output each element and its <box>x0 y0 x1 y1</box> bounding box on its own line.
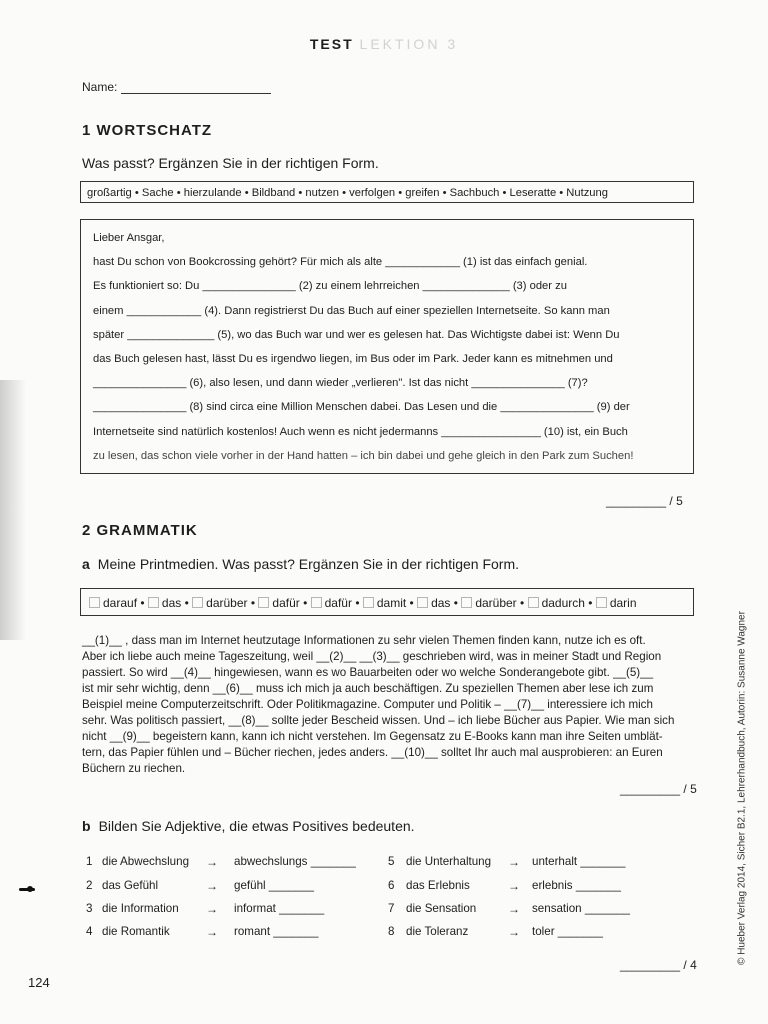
text-line: sehr. Was politisch passiert, __(8)__ sollte jeder Bescheid wissen. Und – ich liebe Bücher aus Papier. Wie man sich <box>82 714 675 727</box>
letter-line: zu lesen, das schon viele vorher in der Hand hatten – ich bin dabei und gehe gleich in den Park zum Suchen! <box>93 449 634 462</box>
wordbox-item: dadurch <box>541 596 585 610</box>
header-test: TEST <box>309 36 354 52</box>
item-stem: toler _______ <box>532 925 603 938</box>
page-number: 124 <box>28 975 50 990</box>
wordbox-item: das <box>161 596 182 610</box>
adjective-row <box>86 902 646 922</box>
item-number: 4 <box>86 925 93 938</box>
arrow-right-icon: → <box>206 925 218 939</box>
section2a-instruction: Meine Printmedien. Was passt? Ergänzen Sie in der richtigen Form. <box>97 556 520 572</box>
letter-line: das Buch gelesen hast, lässt Du es irgendwo liegen, im Bus oder im Park. Jeder kann es mitnehmen und <box>93 353 613 366</box>
item-number: 7 <box>388 902 395 915</box>
text-line: nicht __(9)__ begeistern kann, kann ich nicht verstehen. Im Gegensatz zu E-Books kann man ihre Seiten umblät- <box>82 730 663 743</box>
adjective-row <box>86 925 646 945</box>
copyright-sidebar <box>735 611 749 965</box>
header-lektion: LEKTION 3 <box>359 36 459 52</box>
letter-line: später ______________ (5), wo das Buch war und wer es gelesen hat. Das Wichtigste dabei ist: Wenn Du <box>93 328 620 341</box>
section1-score: _________ / 5 <box>606 494 683 508</box>
item-stem: sensation _______ <box>532 902 630 915</box>
item-noun: die Abwechslung <box>102 855 190 868</box>
item-noun: die Toleranz <box>406 925 469 938</box>
wordbox-item: damit <box>376 596 407 610</box>
item-noun: das Gefühl <box>102 879 159 892</box>
item-stem: gefühl _______ <box>234 879 314 892</box>
text-line: Aber ich liebe auch meine Tageszeitung, weil __(2)__ __(3)__ geschrieben wird, was in meiner Stadt und Region <box>82 650 662 663</box>
item-stem: unterhalt _______ <box>532 855 626 868</box>
item-number: 2 <box>86 879 93 892</box>
section2b-instruction: Bilden Sie Adjektive, die etwas Positives bedeuten. <box>98 818 415 834</box>
arrow-right-icon: → <box>508 902 520 916</box>
letter-line: _______________ (6), also lesen, und dann wieder „verlieren". Ist das nicht _______________ (7)? <box>93 377 588 390</box>
wordbox-item: darüber <box>206 596 248 610</box>
section2a-label: a <box>82 556 90 572</box>
text-line: passiert. So wird __(4)__ hingewiesen, wann es wo Bauarbeiten oder wo welche Sonderangebote gibt. __(5)__ <box>82 666 654 679</box>
section2a-wordbox: darauf • das • darüber • dafür • dafür • damit • das • darüber • dadurch • darin <box>80 588 694 616</box>
section2-title: 2 GRAMMATIK <box>82 522 198 539</box>
item-number: 1 <box>86 855 93 868</box>
section1-instruction: Was passt? Ergänzen Sie in der richtigen Form. <box>82 155 379 171</box>
arrow-right-icon: → <box>206 879 218 893</box>
item-noun: das Erlebnis <box>406 879 470 892</box>
section2a-score: _________ / 5 <box>620 782 697 796</box>
arrow-right-icon: → <box>206 855 218 869</box>
item-stem: abwechslungs _______ <box>234 855 356 868</box>
letter-line: Lieber Ansgar, <box>93 232 165 244</box>
item-stem: informat _______ <box>234 902 325 915</box>
copyright-text: © Hueber Verlag 2014, Sicher B2.1, Lehrerhandbuch, Autorin: Susanne Wagner <box>736 611 748 965</box>
item-stem: romant _______ <box>234 925 319 938</box>
text-line: Büchern zu riechen. <box>82 762 186 775</box>
item-number: 3 <box>86 902 93 915</box>
section1-wordbox: großartig • Sache • hierzulande • Bildband • nutzen • verfolgen • greifen • Sachbuch • Leseratte • Nutzung <box>80 181 694 203</box>
adjective-row <box>86 879 646 899</box>
section2b-label: b <box>82 818 91 834</box>
arrow-right-icon: → <box>508 855 520 869</box>
item-number: 6 <box>388 879 395 892</box>
text-line: __(1)__ , dass man im Internet heutzutage Informationen zu sehr vielen Themen finden kann, nutze ich es oft. <box>82 634 646 647</box>
item-noun: die Unterhaltung <box>406 855 492 868</box>
wordbox-item: dafür <box>272 596 300 610</box>
wordbox-item: darüber <box>475 596 517 610</box>
item-number: 5 <box>388 855 395 868</box>
adjective-row <box>86 855 646 875</box>
arrow-right-icon: → <box>508 925 520 939</box>
letter-line: Es funktioniert so: Du _______________ (2) zu einem lehrreichen ______________ (3) oder zu <box>93 280 567 293</box>
letter-line: hast Du schon von Bookcrossing gehört? Für mich als alte ____________ (1) ist das einfach genial. <box>93 256 588 269</box>
letter-line: Internetseite sind natürlich kostenlos! Auch wenn es nicht jedermanns ________________ (10) ist, ein Buch <box>93 425 628 438</box>
item-number: 8 <box>388 925 395 938</box>
item-noun: die Sensation <box>406 902 477 915</box>
letter-line: _______________ (8) sind circa eine Million Menschen dabei. Das Lesen und die _______________ (9) der <box>93 401 630 414</box>
wordbox-item: darauf <box>103 596 138 610</box>
item-noun: die Information <box>102 902 179 915</box>
text-line: Beispiel meine Computerzeitschrift. Oder Politikmagazine. Computer und Politik – __(7)__ interessiere ich mich <box>82 698 653 711</box>
section1-title: 1 WORTSCHATZ <box>82 122 213 139</box>
name-label: Name: <box>82 80 118 94</box>
wordbox-item: darin <box>609 596 637 610</box>
letter-line: einem ____________ (4). Dann registrierst Du das Buch auf einer speziellen Internetseite. So kann man <box>93 304 610 317</box>
item-noun: die Romantik <box>102 925 170 938</box>
arrow-right-icon: → <box>206 902 218 916</box>
item-stem: erlebnis _______ <box>532 879 621 892</box>
wordbox-item: das <box>431 596 451 610</box>
text-line: ist mir sehr wichtig, denn __(6)__ muss ich mich ja auch beschäftigen. Zu speziellen Themen aber lese ich zum <box>82 682 654 695</box>
arrow-right-icon: → <box>508 879 520 893</box>
wordbox-item: dafür <box>324 596 352 610</box>
section2b-score: _________ / 4 <box>620 958 697 972</box>
text-line: tern, das Papier fühlen und – Bücher riechen, jedes anders. __(10)__ solltet Ihr auch mal ausprobieren: an Euren <box>82 746 663 759</box>
